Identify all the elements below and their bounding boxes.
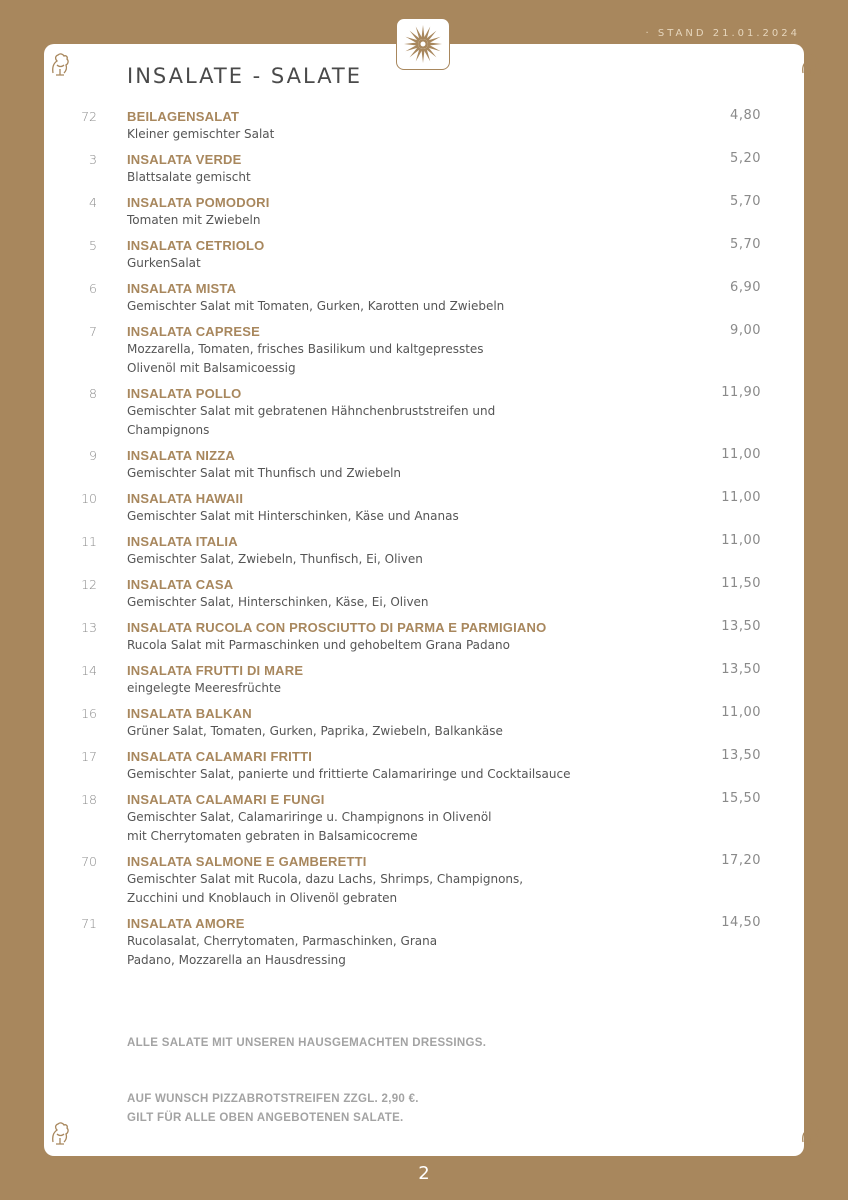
menu-item: [0, 619, 848, 655]
menu-item: [0, 447, 848, 483]
menu-item: [0, 194, 848, 230]
menu-item: [0, 151, 848, 187]
item-name: INSALATA CALAMARI FRITTI: [127, 749, 313, 764]
item-name: INSALATA CETRIOLO: [127, 238, 265, 253]
item-name: INSALATA AMORE: [127, 916, 245, 931]
item-number: 8: [89, 386, 97, 401]
menu-item: [0, 853, 848, 908]
menu-item: [0, 108, 848, 144]
item-price: 5,70: [730, 237, 761, 252]
item-description: Grüner Salat, Tomaten, Gurken, Paprika, Zwiebeln, Balkankäse: [127, 724, 503, 738]
item-description: Mozzarella, Tomaten, frisches Basilikum und kaltgepresstes Olivenöl mit Balsamicoessig: [127, 342, 484, 375]
item-name: INSALATA MISTA: [127, 281, 237, 296]
menu-list: [0, 108, 848, 977]
lion-crest-icon: [49, 51, 71, 77]
item-name: INSALATA CASA: [127, 577, 234, 592]
item-name: INSALATA NIZZA: [127, 448, 235, 463]
item-price: 13,50: [721, 619, 761, 634]
item-name: INSALATA SALMONE E GAMBERETTI: [127, 854, 367, 869]
item-price: 5,70: [730, 194, 761, 209]
dressings-note: ALLE SALATE MIT UNSEREN HAUSGEMACHTEN DRESSINGS.: [127, 1037, 487, 1049]
item-price: 11,00: [721, 490, 761, 505]
item-price: 14,50: [721, 915, 761, 930]
menu-item: [0, 748, 848, 784]
lion-crest-icon: [799, 51, 821, 77]
item-name: INSALATA HAWAII: [127, 491, 244, 506]
menu-item: [0, 662, 848, 698]
lion-crest-icon: [799, 1120, 821, 1146]
item-number: 18: [81, 792, 97, 807]
item-description: Gemischter Salat, Hinterschinken, Käse, Ei, Oliven: [127, 595, 429, 609]
sun-star-icon: [402, 23, 444, 65]
menu-item: [0, 490, 848, 526]
menu-item: [0, 705, 848, 741]
menu-item: [0, 237, 848, 273]
item-price: 11,90: [721, 385, 761, 400]
item-price: 13,50: [721, 662, 761, 677]
item-name: INSALATA VERDE: [127, 152, 242, 167]
item-description: eingelegte Meeresfrüchte: [127, 681, 282, 695]
item-number: 70: [81, 854, 97, 869]
item-number: 72: [81, 109, 97, 124]
bread-note-line-1: AUF WUNSCH PIZZABROTSTREIFEN ZZGL. 2,90 €.: [127, 1093, 419, 1105]
item-description: Kleiner gemischter Salat: [127, 127, 275, 141]
item-number: 13: [81, 620, 97, 635]
item-description: Tomaten mit Zwiebeln: [127, 213, 261, 227]
item-number: 5: [89, 238, 97, 253]
item-price: 5,20: [730, 151, 761, 166]
menu-item: [0, 576, 848, 612]
lion-crest-icon: [49, 1120, 71, 1146]
item-name: INSALATA RUCOLA CON PROSCIUTTO DI PARMA E PARMIGIANO: [127, 620, 547, 635]
item-price: 11,00: [721, 447, 761, 462]
item-number: 7: [89, 324, 97, 339]
item-price: 13,50: [721, 748, 761, 763]
menu-item: [0, 323, 848, 378]
item-description: Rucola Salat mit Parmaschinken und gehobeltem Grana Padano: [127, 638, 510, 652]
item-name: INSALATA POLLO: [127, 386, 242, 401]
item-description: Gemischter Salat mit gebratenen Hähnchenbruststreifen und Champignons: [127, 404, 496, 437]
menu-item: [0, 280, 848, 316]
menu-item: [0, 791, 848, 846]
item-description: Gemischter Salat, panierte und frittierte Calamariringe und Cocktailsauce: [127, 767, 571, 781]
item-number: 11: [81, 534, 97, 549]
page-number: 2: [418, 1163, 430, 1184]
item-price: 15,50: [721, 791, 761, 806]
item-description: Gemischter Salat mit Thunfisch und Zwiebeln: [127, 466, 402, 480]
item-description: Blattsalate gemischt: [127, 170, 251, 184]
item-name: INSALATA FRUTTI DI MARE: [127, 663, 304, 678]
bread-note-line-2: GILT FÜR ALLE OBEN ANGEBOTENEN SALATE.: [127, 1112, 404, 1124]
page-title: INSALATE - SALATE: [127, 64, 363, 88]
item-price: 4,80: [730, 108, 761, 123]
item-description: Rucolasalat, Cherrytomaten, Parmaschinken, Grana Padano, Mozzarella an Hausdressing: [127, 934, 438, 967]
logo-badge: [396, 18, 450, 70]
item-number: 17: [81, 749, 97, 764]
item-name: BEILAGENSALAT: [127, 109, 240, 124]
item-name: INSALATA CAPRESE: [127, 324, 260, 339]
item-number: 71: [81, 916, 97, 931]
item-number: 10: [81, 491, 97, 506]
item-description: Gemischter Salat, Calamariringe u. Champignons in Olivenöl mit Cherrytomaten gebraten in Balsamicocreme: [127, 810, 492, 843]
item-price: 11,00: [721, 705, 761, 720]
item-description: Gemischter Salat mit Hinterschinken, Käse und Ananas: [127, 509, 459, 523]
item-price: 6,90: [730, 280, 761, 295]
stand-date: · STAND 21.01.2024: [645, 28, 800, 39]
item-number: 3: [89, 152, 97, 167]
menu-item: [0, 385, 848, 440]
item-name: INSALATA CALAMARI E FUNGI: [127, 792, 325, 807]
item-number: 9: [89, 448, 97, 463]
item-price: 11,00: [721, 533, 761, 548]
item-number: 4: [89, 195, 97, 210]
item-description: GurkenSalat: [127, 256, 201, 270]
item-price: 17,20: [721, 853, 761, 868]
item-description: Gemischter Salat mit Tomaten, Gurken, Karotten und Zwiebeln: [127, 299, 505, 313]
item-name: INSALATA BALKAN: [127, 706, 252, 721]
item-number: 14: [81, 663, 97, 678]
menu-item: [0, 915, 848, 970]
item-description: Gemischter Salat mit Rucola, dazu Lachs, Shrimps, Champignons, Zucchini und Knoblauch in Olivenöl gebraten: [127, 872, 524, 905]
item-description: Gemischter Salat, Zwiebeln, Thunfisch, Ei, Oliven: [127, 552, 423, 566]
item-number: 6: [89, 281, 97, 296]
item-name: INSALATA ITALIA: [127, 534, 238, 549]
bread-note: [127, 1090, 419, 1128]
item-name: INSALATA POMODORI: [127, 195, 270, 210]
menu-item: [0, 533, 848, 569]
item-number: 12: [81, 577, 97, 592]
item-price: 9,00: [730, 323, 761, 338]
item-price: 11,50: [721, 576, 761, 591]
item-number: 16: [81, 706, 97, 721]
